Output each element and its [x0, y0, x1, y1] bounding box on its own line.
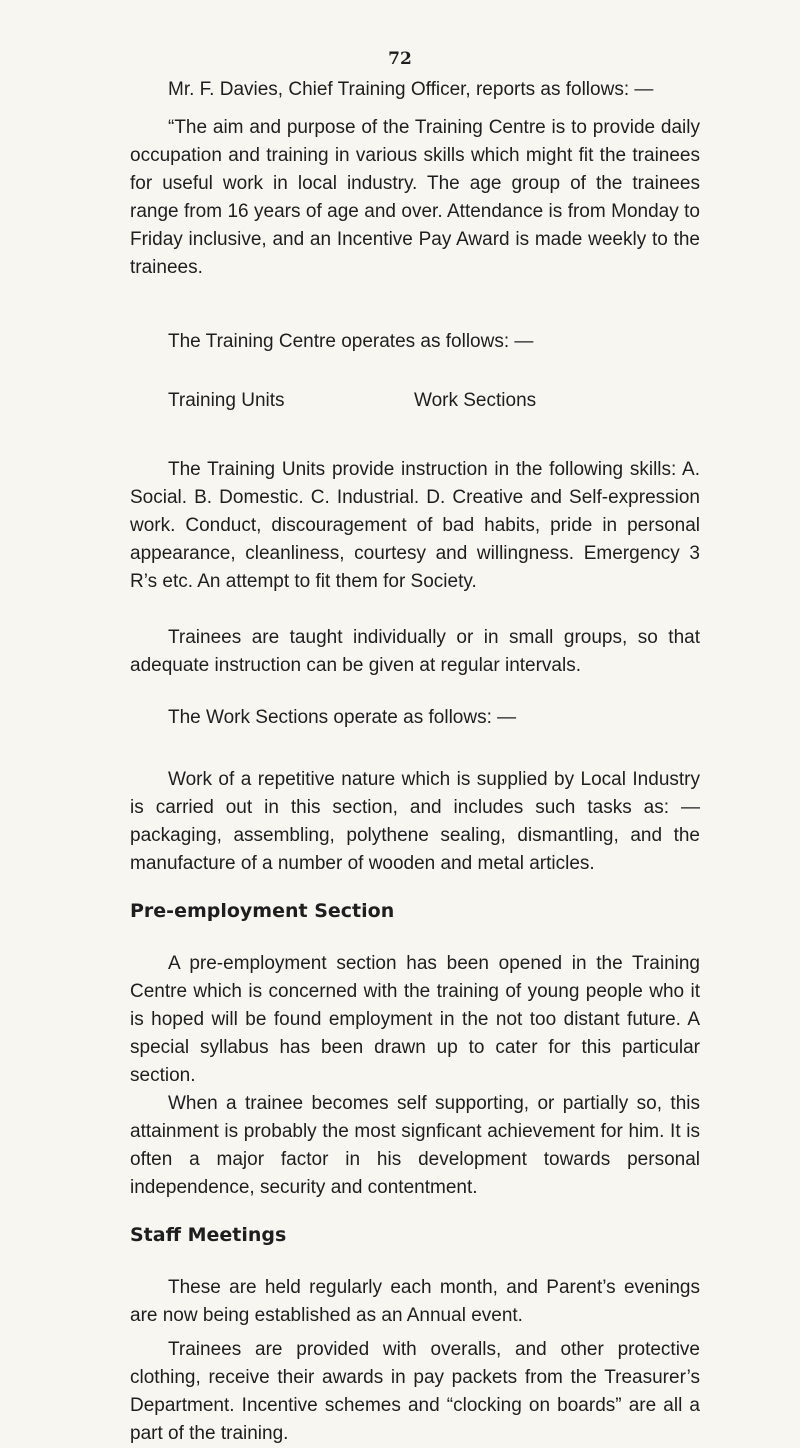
paragraph-aim: “The aim and purpose of the Training Centre is to provide daily occupation and training in various skills which might fit the trainees for useful work in local industry. The age group of the trainees range from 16 years of age and over. Attendance is from Monday to Friday inclusive, and an Incentive Pay Award is made weekly to the trainees.: [130, 117, 700, 278]
heading-staff-meetings: Staff Meetings: [130, 1224, 287, 1246]
paragraph-repetitive: Work of a repetitive nature which is supplied by Local Industry is carried out in this section, and includes such tasks as: — packaging, assembling, polythene sealing, dismantling, and the manufacture of a number of wooden and metal articles.: [130, 769, 700, 874]
intro-line: Mr. F. Davies, Chief Training Officer, reports as follows: —: [168, 79, 654, 100]
paragraph-individual: Trainees are taught individually or in small groups, so that adequate instruction can be given at regular intervals.: [130, 627, 700, 676]
heading-pre-employment: Pre-employment Section: [130, 900, 395, 922]
paragraph-pre-employment: A pre-employment section has been opened in the Training Centre which is concerned with the training of young people who it is hoped will be found employment in the not too distant future. A special syllabus has been drawn up to cater for this particular section.: [130, 953, 700, 1086]
paragraph-work-sections: The Work Sections operate as follows: —: [168, 707, 517, 728]
paragraph-overalls: Trainees are provided with overalls, and other protective clothing, receive their awards in pay packets from the Treasurer’s Department. Incentive schemes and “clocking on boards” are all a part of the training.: [130, 1339, 700, 1444]
paragraph-skills: The Training Units provide instruction in the following skills: A. Social. B. Domestic. C. Industrial. D. Creative and Self-expression work. Conduct, discouragement of bad habits, pride in personal appearance, cleanliness, courtesy and willingness. Emergency 3 R’s etc. An attempt to fit them for Society.: [130, 459, 700, 592]
training-units-label: Training Units: [168, 390, 285, 411]
paragraph-self-supporting: When a trainee becomes self supporting, or partially so, this attainment is probably the most signficant achievement for him. It is often a major factor in his development towards personal independence, security and contentment.: [130, 1093, 700, 1198]
paragraph-operates: The Training Centre operates as follows: —: [168, 331, 534, 352]
page-number: 72: [388, 49, 412, 69]
paragraph-meetings: These are held regularly each month, and Parent’s evenings are now being established as an Annual event.: [130, 1277, 700, 1326]
work-sections-label: Work Sections: [414, 390, 537, 411]
